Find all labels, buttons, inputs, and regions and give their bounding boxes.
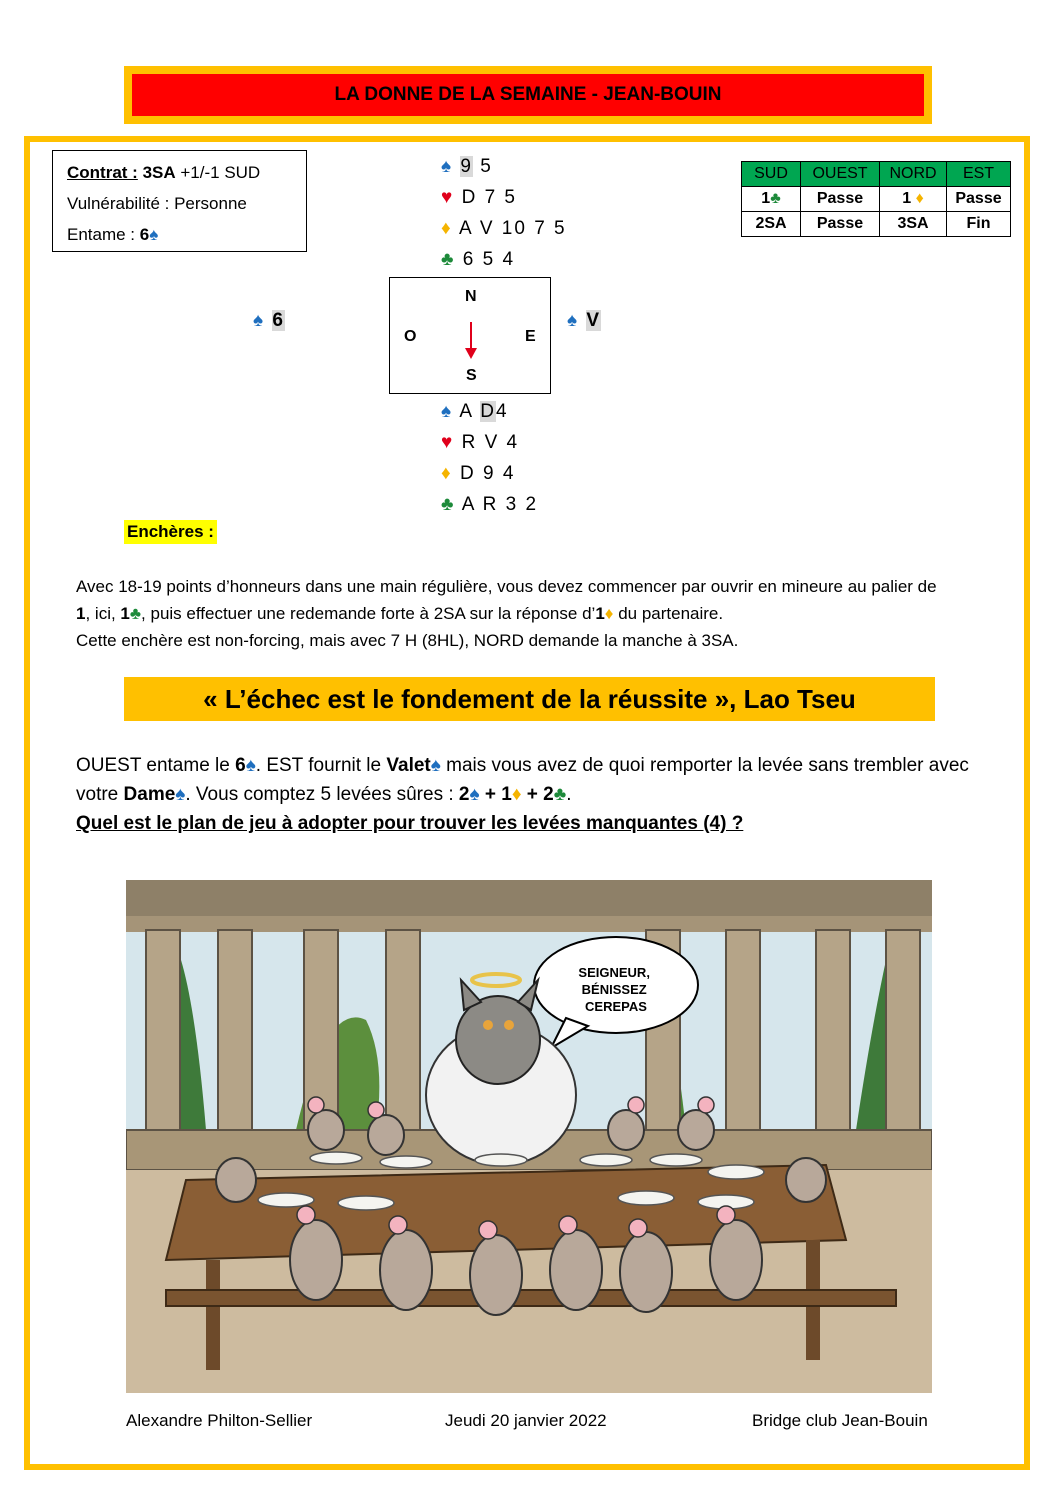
north-clubs: 6 5 4 [462,249,516,270]
bid-header: OUEST [801,162,880,187]
arrow-down-icon [464,322,478,360]
encheres-line: Avec 18-19 points d’honneurs dans une main régulière, vous devez commencer par ouvrir en mineure au palier de [76,577,937,596]
bid-cell: 1♣ [742,187,801,212]
south-hearts: R V 4 [461,432,520,453]
encheres-text [76,573,1006,654]
north-hearts: D 7 5 [461,187,517,208]
compass-south: S [466,367,477,384]
play-text: OUEST entame le 6♠. EST fournit le Valet♠ mais vous avez de quoi remporter la levée sans trembler avec votre Dame♠. Vous comptez 5 levées sûres : 2♠ + 1♦ + 2♣. Quel est le plan de jeu à adopter pour trouver les levées manquantes (4) ? [76,751,1016,838]
spade-icon: ♠ [149,225,159,244]
east-card-value: V [586,310,602,331]
bid-header: SUD [742,162,801,187]
title-banner [124,66,932,124]
bid-cell: 1 ♦ [880,187,947,212]
north-hand [441,151,567,275]
north-diamonds: A V 10 7 5 [458,218,567,239]
spade-icon: ♠ [175,784,186,805]
south-diamonds: D 9 4 [459,463,516,484]
spade-icon: ♠ [253,310,266,331]
bid-cell: 3SA [880,212,947,237]
club-icon: ♣ [770,190,781,207]
south-spade-card: 4 [495,401,509,422]
bid-header: EST [947,162,1011,187]
play-question: Quel est le plan de jeu à adopter pour trouver les levées manquantes (4) ? [76,813,744,834]
spade-icon: ♠ [441,156,454,177]
compass-west: O [404,328,417,345]
spade-icon: ♠ [469,784,480,805]
contract-rest: +1/-1 SUD [180,163,261,182]
page-title: LA DONNE DE LA SEMAINE - JEAN-BOUIN [132,74,924,116]
bid-cell: Passe [801,187,880,212]
south-clubs: A R 3 2 [461,494,539,515]
compass-east: E [525,328,536,345]
footer-club: Bridge club Jean-Bouin [752,1411,928,1430]
east-card [567,305,601,336]
compass-box [389,277,551,394]
bid-cell: 2SA [742,212,801,237]
south-spade-card: A [459,401,473,422]
encheres-label: Enchères : [124,520,217,544]
club-icon: ♣ [441,249,456,270]
bubble-text: SEIGNEUR, BÉNISSEZ CEREPAS [578,965,650,1014]
diamond-icon: ♦ [441,218,453,239]
heart-icon: ♥ [441,432,455,453]
contract-box [52,150,307,252]
bid-cell: Passe [947,187,1011,212]
bid-header: NORD [880,162,947,187]
diamond-icon: ♦ [604,604,614,623]
south-hand [441,396,538,520]
diamond-icon: ♦ [441,463,453,484]
lead-label: Entame : [67,225,136,244]
diamond-icon: ♦ [915,190,924,207]
encheres-line: 1, ici, 1♣, puis effectuer une redemande forte à 2SA sur la réponse d’1♦ du partenaire. [76,604,724,623]
footer-author: Alexandre Philton-Sellier [126,1411,313,1430]
encheres-line: Cette enchère est non-forcing, mais avec 7 H (8HL), NORD demande la manche à 3SA. [76,631,739,650]
compass-north: N [465,288,477,305]
bidding-table [741,161,1011,237]
vulnerability: Vulnérabilité : Personne [67,194,247,213]
spade-icon: ♠ [245,755,256,776]
bid-cell: Fin [947,212,1011,237]
north-spade-card: 5 [480,156,493,177]
cartoon-illustration [126,880,932,1393]
heart-icon: ♥ [441,187,455,208]
south-spade-card: D [480,401,496,422]
diamond-icon: ♦ [511,784,522,805]
club-icon: ♣ [441,494,456,515]
west-card-value: 6 [272,310,285,331]
quote-text: « L’échec est le fondement de la réussite », Lao Tseu [203,683,856,714]
west-card [253,305,285,336]
club-icon: ♣ [129,604,142,623]
north-spade-card: 9 [460,156,473,177]
contract-label: Contrat : [67,163,138,182]
footer-date: Jeudi 20 janvier 2022 [445,1411,607,1430]
spade-icon: ♠ [567,310,580,331]
spade-icon: ♠ [441,401,454,422]
contract-value: 3SA [142,163,176,182]
bid-cell: Passe [801,212,880,237]
lead-value: 6 [139,225,150,244]
quote-banner [124,677,935,721]
spade-icon: ♠ [430,755,441,776]
club-icon: ♣ [553,784,567,805]
